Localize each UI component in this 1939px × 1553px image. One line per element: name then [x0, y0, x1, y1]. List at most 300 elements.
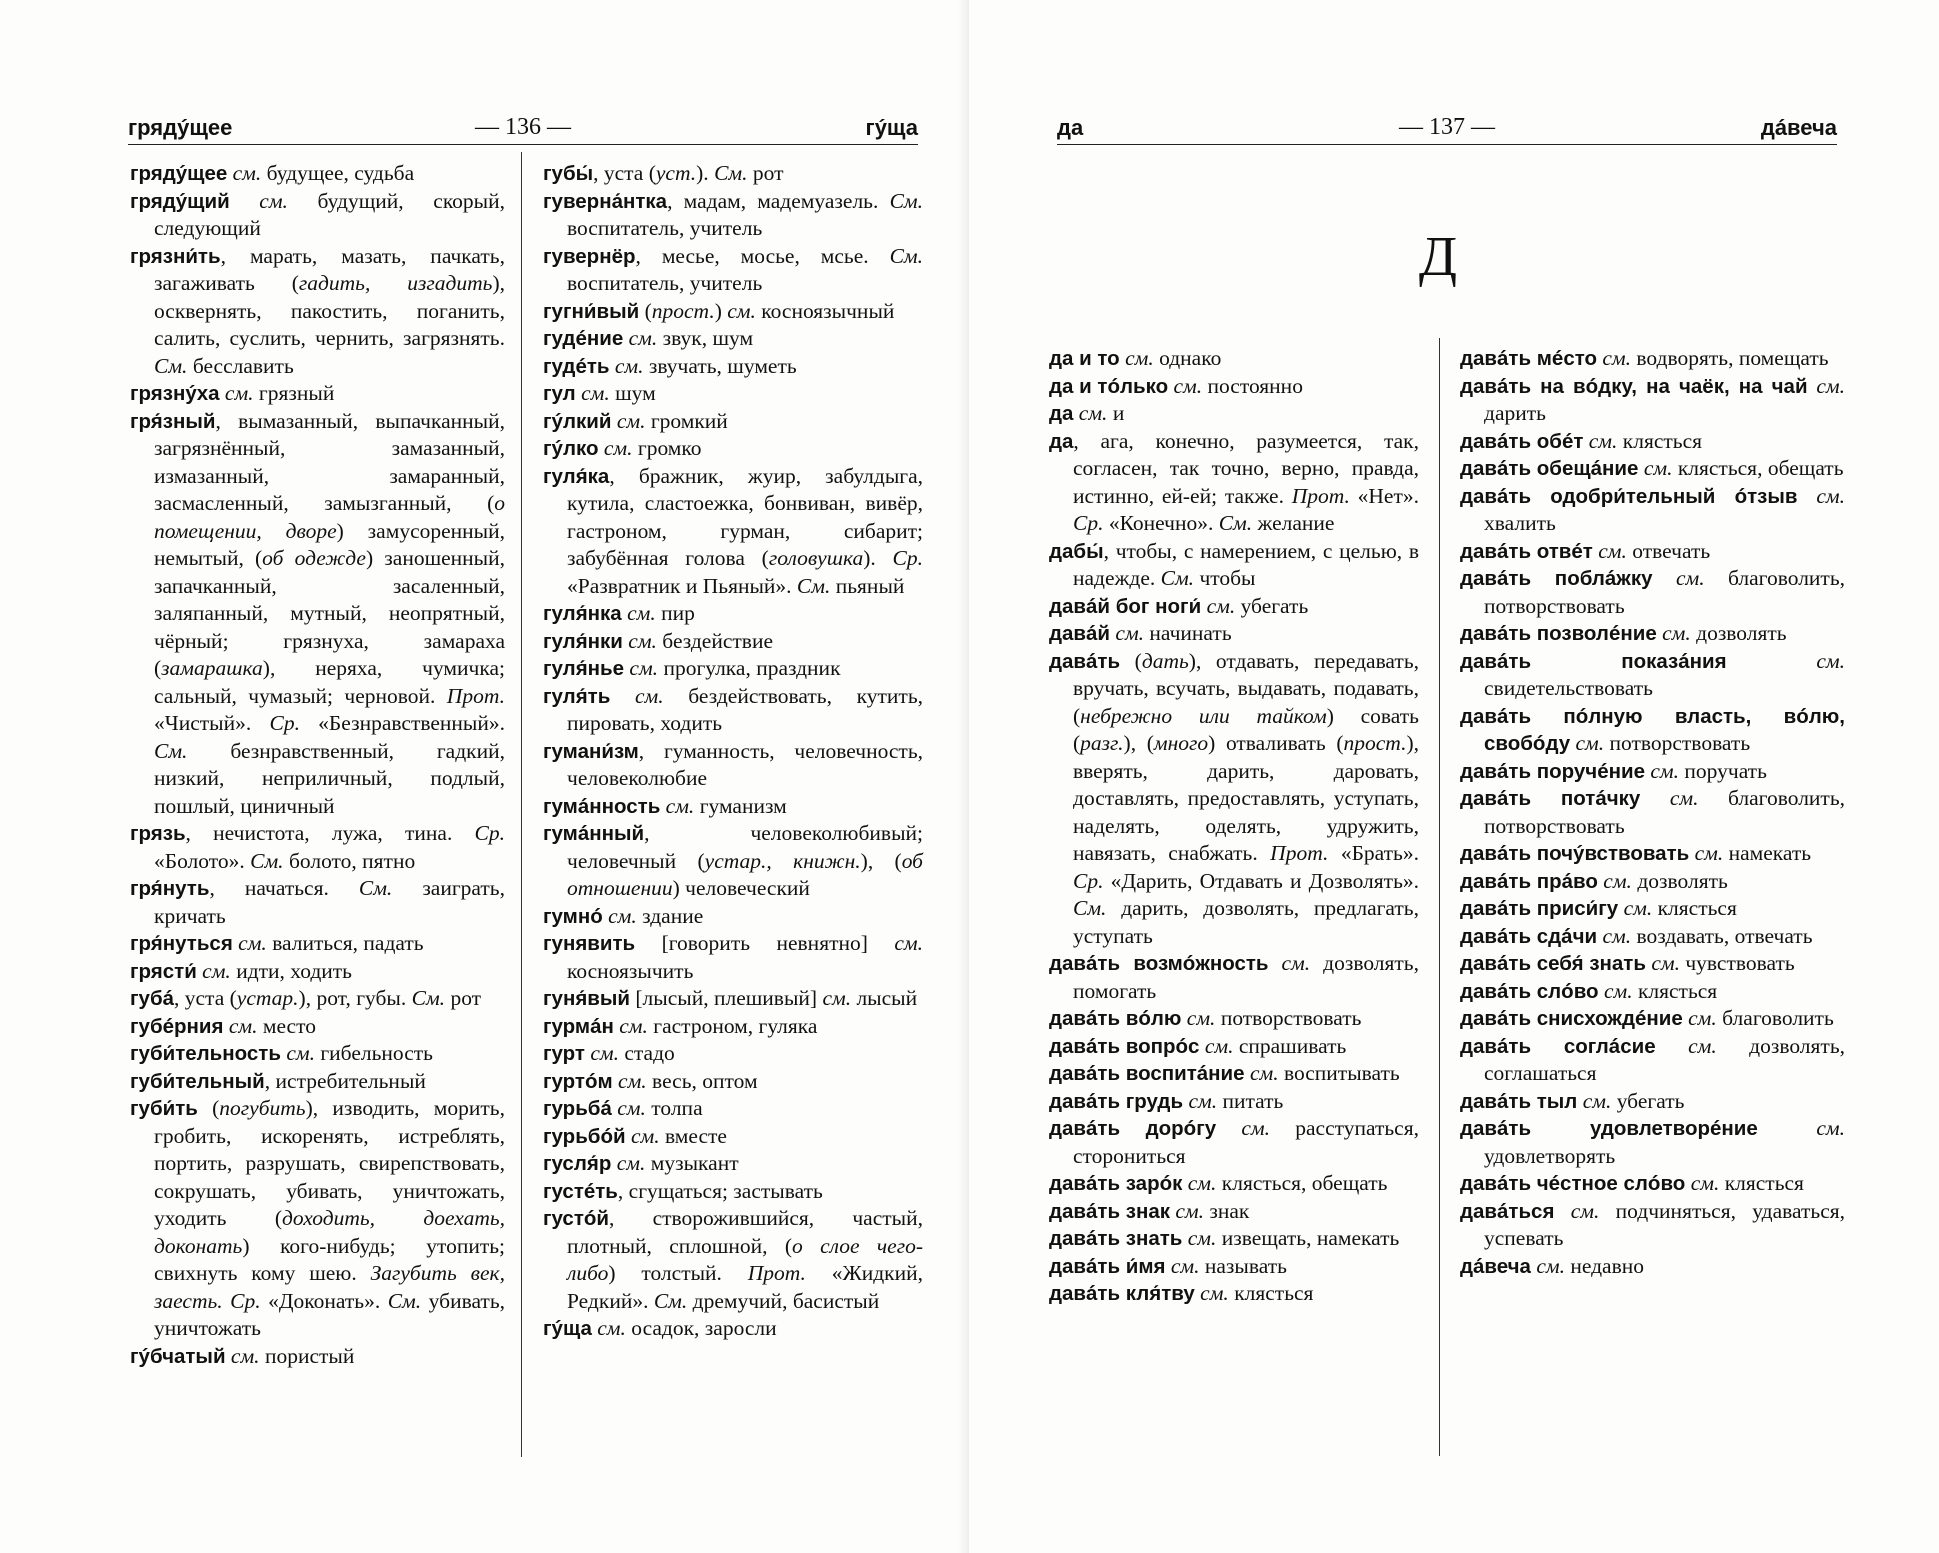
dictionary-entry: [543, 408, 923, 436]
entry-label: см.: [202, 958, 231, 983]
entry-text: знак: [1204, 1198, 1250, 1223]
entry-text: удовлетворять: [1484, 1143, 1616, 1168]
entry-label: см.: [1603, 978, 1633, 1003]
entry-headword: давáть прáво: [1460, 869, 1598, 893]
entry-label: См.: [714, 161, 748, 185]
entry-label: см.: [665, 793, 695, 818]
entry-text: , мадам, мадемуазель.: [667, 188, 890, 213]
entry-text: дарить: [1484, 401, 1546, 425]
entry-label: см.: [628, 628, 657, 653]
entry-headword: гудéть: [543, 354, 610, 378]
entry-headword: давáть дорóгу: [1049, 1117, 1217, 1140]
dictionary-entry: [1049, 345, 1419, 373]
entry-label: Ср.: [474, 821, 505, 845]
left-header-last-word: гýща: [865, 115, 918, 140]
entry-headword: давáть показáния: [1460, 649, 1727, 673]
entry-label: Прот.: [1270, 841, 1329, 865]
dictionary-entry: [543, 1040, 923, 1068]
entry-text: дозволять: [1690, 621, 1787, 645]
entry-headword: давáть снисхождéние: [1460, 1007, 1683, 1030]
entry-label: см.: [616, 408, 646, 433]
entry-label: См.: [1073, 896, 1107, 920]
entry-label: Ср.: [269, 711, 300, 735]
entry-headword: давáть поручéние: [1460, 759, 1646, 783]
entry-text: ) толстый.: [608, 1261, 748, 1285]
dictionary-entry: [1460, 1253, 1845, 1281]
entry-label: см.: [1575, 731, 1605, 755]
entry-label: см.: [232, 161, 262, 185]
entry-label: См.: [796, 573, 831, 598]
entry-text: клясться, обещать: [1672, 456, 1844, 480]
right-header-rule: [1057, 144, 1837, 145]
dictionary-entry: [1460, 1170, 1845, 1198]
entry-headword: гурьбóй: [543, 1124, 626, 1148]
entry-text: толпа: [645, 1096, 703, 1120]
dictionary-entry: [1460, 978, 1845, 1006]
entry-text: питать: [1217, 1088, 1284, 1113]
entry-text: воспитатель, учитель: [567, 216, 763, 240]
entry-headword: давáть слóво: [1460, 979, 1599, 1003]
entry-headword: дáвеча: [1460, 1254, 1531, 1278]
entry-label: о помещении, дворе: [154, 491, 505, 543]
entry-text: гибельность: [314, 1041, 433, 1065]
entry-headword: гря́нуть: [130, 877, 210, 900]
entry-text: , уста (: [593, 161, 656, 185]
dictionary-entry: [130, 1013, 505, 1041]
entry-headword: давáть приси́гу: [1460, 897, 1619, 920]
entry-headword: гуля́нки: [543, 629, 623, 653]
entry-label: см.: [727, 298, 756, 323]
dictionary-entry: [543, 985, 923, 1013]
dictionary-entry: [1049, 1170, 1419, 1198]
entry-text: дремучий, басистый: [687, 1288, 880, 1313]
entry-label: См.: [250, 848, 284, 873]
right-header-first-word: да: [1057, 115, 1084, 140]
entry-headword: губи́тельность: [130, 1042, 281, 1065]
entry-label: см.: [1816, 648, 1845, 673]
entry-text: , нечистота, лужа, тина.: [185, 821, 475, 845]
entry-headword: гýща: [543, 1317, 592, 1340]
dictionary-entry: [543, 1013, 923, 1041]
entry-headword: давáть тыл: [1460, 1089, 1578, 1113]
entry-text: дозволять: [1631, 868, 1728, 893]
entry-text: , вымазанный, выпачканный, загрязнённый, замазанный, измазанный, замаранный, засмасленный, замызганный, (: [154, 408, 505, 515]
entry-label: см.: [616, 1151, 646, 1175]
entry-label: головушка: [768, 546, 864, 570]
entry-headword: гýлкий: [543, 409, 612, 433]
entry-label: Прот.: [1291, 483, 1350, 508]
entry-text: «Болото».: [154, 848, 251, 873]
entry-label: см.: [590, 1041, 619, 1065]
entry-text: бездействие: [656, 628, 773, 653]
entry-text: клясться: [1228, 1281, 1314, 1305]
entry-label: См.: [1160, 566, 1195, 590]
entry-text: громкий: [645, 408, 728, 433]
entry-label: см.: [1187, 1226, 1217, 1250]
dictionary-entry: [1049, 1088, 1419, 1116]
entry-text: будущее, судьба: [261, 161, 415, 185]
dictionary-entry: [1049, 1280, 1419, 1308]
entry-text: весь, оптом: [646, 1068, 758, 1093]
entry-label: см.: [1651, 951, 1680, 975]
entry-text: звук, шум: [657, 326, 754, 350]
entry-label: см.: [1603, 868, 1632, 893]
entry-text: «Безнравственный».: [299, 711, 505, 735]
entry-headword: да: [1049, 429, 1074, 453]
entry-text: дарить, дозволять, предлагать, уступать: [1073, 896, 1419, 948]
entry-headword: давáть отвéт: [1460, 539, 1593, 563]
entry-headword: гувернёр: [543, 244, 636, 268]
entry-label: см.: [1186, 1006, 1216, 1030]
left-running-header: [128, 105, 918, 141]
entry-headword: гуля́ть: [543, 684, 611, 708]
entry-label: см.: [286, 1041, 315, 1065]
entry-headword: густéть: [543, 1179, 618, 1203]
entry-label: см.: [1187, 1171, 1217, 1195]
entry-text: и: [1107, 401, 1125, 425]
entry-label: см.: [1688, 1033, 1717, 1058]
entry-text: свидетельствовать: [1484, 676, 1653, 700]
entry-headword: давáть обéт: [1460, 429, 1584, 453]
entry-text: ).: [863, 546, 893, 570]
entry-label: об одежде: [262, 546, 366, 570]
entry-headword: гря́нуться: [130, 932, 233, 955]
entry-headword: давáться: [1460, 1199, 1555, 1223]
entry-text: [1269, 951, 1282, 975]
entry-headword: гýбчатый: [130, 1344, 226, 1368]
entry-text: подчиняться, удаваться, успевать: [1484, 1198, 1845, 1250]
entry-label: см.: [628, 326, 658, 350]
entry-label: см.: [259, 188, 288, 213]
entry-headword: гуля́нка: [543, 602, 622, 625]
entry-text: заиграть, кричать: [154, 876, 505, 928]
entry-label: См.: [411, 986, 446, 1010]
entry-label: см.: [617, 1096, 646, 1120]
left-header-first-word: грядýщее: [128, 115, 233, 140]
dictionary-column-3: [1049, 345, 1419, 1308]
entry-headword: давáть чéстное слóво: [1460, 1172, 1686, 1195]
entry-text: музыкант: [645, 1151, 739, 1175]
entry-headword: давáть мéсто: [1460, 347, 1598, 370]
entry-text: [1554, 1199, 1570, 1223]
entry-label: см.: [228, 1013, 258, 1038]
dictionary-entry: [130, 1095, 505, 1343]
entry-label: см.: [1188, 1088, 1218, 1113]
dictionary-entry: [130, 408, 505, 821]
entry-label: см.: [1623, 896, 1653, 920]
entry-label: о слое чего-либо: [567, 1233, 923, 1285]
entry-label: См.: [358, 876, 393, 900]
dictionary-entry: [130, 1040, 505, 1068]
entry-text: , гуманность, человечность, человеколюбие: [567, 738, 923, 790]
entry-text: начинать: [1144, 621, 1232, 645]
dictionary-entry: [543, 353, 923, 381]
entry-text: клясться: [1617, 428, 1703, 453]
entry-text: пьяный: [830, 573, 905, 598]
dictionary-entry: [1460, 785, 1845, 840]
entry-text: воздавать, отвечать: [1631, 923, 1813, 948]
entry-label: Загубить век, заесть. Ср.: [154, 1261, 505, 1313]
entry-headword: да и то: [1049, 347, 1120, 370]
dictionary-entry: [1460, 565, 1845, 620]
dictionary-entry: [543, 1150, 923, 1178]
entry-label: см.: [1816, 483, 1845, 508]
entry-label: см.: [614, 353, 644, 378]
entry-text: [1653, 566, 1676, 590]
dictionary-entry: [543, 1123, 923, 1151]
entry-text: рот: [747, 161, 784, 185]
entry-text: ) заношенный, запачканный, засаленный, заляпанный, мутный, неопрятный, чёрный; грязнуха, замараха (: [154, 546, 506, 680]
dictionary-entry: [543, 683, 923, 738]
entry-headword: грядýщее: [130, 162, 228, 185]
dictionary-entry: [543, 1095, 923, 1123]
entry-label: см.: [618, 1068, 647, 1093]
entry-text: называть: [1199, 1253, 1287, 1278]
entry-text: [610, 684, 635, 708]
entry-label: Прот.: [446, 683, 505, 708]
entry-text: благоволить: [1716, 1006, 1834, 1030]
entry-text: [230, 189, 260, 213]
entry-label: см.: [1816, 373, 1846, 398]
entry-headword: давáть удовлетворéние: [1460, 1117, 1758, 1140]
entry-headword: гуртóм: [543, 1069, 613, 1093]
entry-label: см.: [619, 1013, 648, 1038]
entry-label: доходить, доехать, доконать: [154, 1206, 505, 1258]
dictionary-column-2: [543, 160, 923, 1343]
entry-text: шум: [609, 381, 656, 405]
entry-text: , створожившийся, частый, плотный, сплошной, (: [567, 1206, 923, 1258]
entry-label: См.: [1218, 511, 1253, 535]
left-header-rule: [128, 144, 918, 145]
entry-label: см.: [1570, 1198, 1600, 1223]
entry-label: см.: [634, 683, 664, 708]
entry-headword: гуля́нье: [543, 657, 625, 680]
left-column-divider: [521, 152, 522, 1457]
right-page-number: — 137 —: [1399, 114, 1495, 140]
dictionary-entry: [1049, 1253, 1419, 1281]
entry-headword: давáть себя́ знать: [1460, 952, 1646, 975]
entry-text: клясться: [1632, 978, 1718, 1003]
entry-label: см.: [627, 601, 656, 625]
entry-label: небрежно или тайком: [1080, 703, 1327, 728]
dictionary-entry: [1049, 1115, 1419, 1170]
entry-text: водворять, помещать: [1631, 346, 1829, 370]
entry-text: , ага, конечно, разумеется, так, согласен, так точно, верно, правда, истинно, ей-ей; также.: [1073, 428, 1419, 508]
dictionary-column-1: [130, 160, 505, 1370]
entry-label: см.: [630, 1123, 660, 1148]
entry-text: , уста (: [174, 986, 237, 1010]
entry-label: см.: [597, 1316, 626, 1340]
entry-text: «Развратник и Пьяный».: [567, 573, 797, 598]
dictionary-entry: [1460, 1005, 1845, 1033]
entry-label: см.: [238, 931, 267, 955]
entry-headword: давáть пóлную власть, вóлю, свобóду: [1460, 704, 1845, 755]
entry-text: гуманизм: [694, 793, 787, 818]
dictionary-entry: [1460, 483, 1845, 538]
dictionary-entry: [130, 820, 505, 875]
entry-text: стадо: [618, 1041, 675, 1065]
entry-label: см.: [1241, 1116, 1271, 1140]
entry-text: валиться, падать: [266, 931, 424, 955]
entry-text: (: [1120, 648, 1142, 673]
entry-text: [1758, 1116, 1817, 1140]
entry-text: расступаться, сторониться: [1073, 1116, 1419, 1168]
entry-label: много: [1153, 731, 1209, 755]
dictionary-entry: [1460, 950, 1845, 978]
entry-headword: давáть воспитáние: [1049, 1062, 1245, 1085]
entry-label: прост.: [1343, 731, 1407, 755]
entry-text: потворствовать: [1604, 731, 1751, 755]
entry-label: уст.: [655, 161, 697, 185]
dictionary-entry: [1049, 648, 1419, 951]
entry-headword: гусля́р: [543, 1152, 612, 1175]
entry-text: ) замусоренный, немытый, (: [154, 518, 505, 570]
entry-text: воспитатель, учитель: [567, 271, 763, 295]
entry-text: [лысый, плешивый]: [630, 986, 823, 1010]
entry-text: звучать, шуметь: [643, 353, 797, 378]
entry-text: воспитывать: [1278, 1061, 1400, 1085]
dictionary-entry: [543, 1068, 923, 1096]
entry-text: гастроном, гуляка: [647, 1013, 818, 1038]
dictionary-entry: [1460, 840, 1845, 868]
entry-headword: грядýщий: [130, 189, 230, 213]
entry-text: здание: [636, 903, 704, 928]
dictionary-entry: [1460, 1115, 1845, 1170]
dictionary-column-4: [1460, 345, 1845, 1280]
entry-headword: да: [1049, 402, 1074, 425]
entry-label: См.: [387, 1288, 422, 1313]
entry-label: замарашка: [161, 656, 263, 680]
dictionary-entry: [1049, 620, 1419, 648]
dictionary-entry: [1460, 895, 1845, 923]
dictionary-entry: [1460, 758, 1845, 786]
entry-headword: давáть сдáчи: [1460, 924, 1598, 948]
dictionary-entry: [543, 655, 923, 683]
entry-label: См.: [154, 738, 188, 763]
dictionary-entry: [130, 875, 505, 930]
entry-headword: давáть грудь: [1049, 1089, 1184, 1113]
entry-text: грязный: [253, 381, 335, 405]
entry-headword: гуля́ка: [543, 464, 610, 488]
entry-text: , чтобы, с намерением, с целью, в надежде.: [1073, 538, 1419, 590]
entry-text: будущий, скорый, следующий: [154, 188, 505, 240]
entry-text: идти, ходить: [230, 958, 352, 983]
dictionary-entry: [1460, 455, 1845, 483]
dictionary-entry: [1460, 620, 1845, 648]
entry-text: , бражник, жуир, забулдыга, кутила, сластоежка, бонвиван, вивёр, гастроном, гурман, сибарит; забубённая голова (: [567, 463, 923, 570]
dictionary-entry: [1460, 1198, 1845, 1253]
entry-text: чувствовать: [1679, 951, 1795, 975]
entry-text: «Чистый».: [154, 711, 270, 735]
dictionary-entry: [130, 1343, 505, 1371]
entry-headword: давáть вопрóс: [1049, 1034, 1200, 1058]
entry-text: косноязычный: [755, 298, 895, 323]
entry-text: благоволить, потворствовать: [1484, 786, 1846, 838]
entry-label: см.: [608, 903, 637, 928]
entry-text: лысый: [851, 986, 918, 1010]
dictionary-entry: [543, 1178, 923, 1206]
entry-text: отвечать: [1626, 538, 1711, 563]
entry-text: громко: [632, 436, 702, 460]
entry-label: см.: [1173, 373, 1203, 398]
entry-label: см.: [230, 1343, 260, 1368]
entry-headword: грясти́: [130, 959, 197, 983]
entry-headword: дабы́: [1049, 539, 1104, 563]
entry-headword: давáть и́мя: [1049, 1254, 1166, 1278]
entry-headword: давáть зарóк: [1049, 1172, 1183, 1195]
entry-label: см.: [1690, 1171, 1720, 1195]
entry-text: клясться: [1652, 896, 1737, 920]
entry-label: см.: [1650, 758, 1680, 783]
entry-headword: давáй: [1049, 622, 1111, 645]
entry-text: , истребительный: [264, 1068, 426, 1093]
entry-text: ).: [696, 161, 715, 185]
entry-label: см.: [1669, 786, 1699, 810]
entry-headword: давáть: [1049, 649, 1121, 673]
entry-headword: грязь: [130, 822, 186, 845]
entry-text: «Конечно».: [1103, 511, 1219, 535]
entry-text: , сгущаться; застывать: [617, 1178, 823, 1203]
entry-text: место: [257, 1013, 316, 1038]
dictionary-entry: [1460, 923, 1845, 951]
entry-label: См.: [889, 188, 923, 213]
entry-text: пир: [655, 601, 695, 625]
entry-label: см.: [1170, 1253, 1200, 1278]
entry-text: спрашивать: [1233, 1033, 1347, 1058]
entry-text: ) кого-нибудь; утопить; свихнуть кому шею.: [154, 1233, 505, 1285]
entry-headword: гунявить: [543, 932, 636, 955]
entry-headword: давáть обещáние: [1460, 457, 1639, 480]
entry-text: ), рот, губы.: [298, 986, 412, 1010]
entry-label: прост.: [651, 298, 715, 323]
entry-headword: губы́: [543, 162, 594, 185]
entry-text: [говорить невнятно]: [635, 931, 895, 955]
dictionary-entry: [543, 160, 923, 188]
entry-text: , месье, мосье, мсье.: [635, 243, 890, 268]
entry-text: ) отваливать (: [1208, 731, 1344, 755]
entry-headword: грязнýха: [130, 382, 220, 405]
dictionary-entry: [543, 903, 923, 931]
entry-text: благоволить, потворствовать: [1484, 566, 1846, 618]
dictionary-entry: [1460, 868, 1845, 896]
entry-label: см.: [1249, 1061, 1279, 1085]
entry-text: , человеколюбивый; человечный (: [567, 821, 923, 873]
entry-text: (: [639, 298, 652, 323]
entry-text: ), отдавать, передавать, вручать, всучать, выдавать, подавать, (: [1073, 648, 1419, 728]
dictionary-entry: [1460, 373, 1845, 428]
entry-text: поручать: [1679, 758, 1767, 783]
dictionary-entry: [130, 160, 505, 188]
entry-text: намекать: [1723, 841, 1812, 865]
entry-headword: густóй: [543, 1207, 609, 1230]
entry-label: см.: [224, 381, 254, 405]
dictionary-entry: [1049, 1225, 1419, 1253]
entry-label: см.: [1602, 346, 1632, 370]
entry-headword: губéрния: [130, 1014, 224, 1038]
entry-headword: давáть знак: [1049, 1199, 1170, 1223]
dictionary-entry: [1460, 538, 1845, 566]
entry-headword: давáть поблáжку: [1460, 567, 1653, 590]
right-running-header: [1057, 105, 1837, 141]
entry-label: см.: [1643, 456, 1673, 480]
entry-label: погубить: [219, 1096, 306, 1120]
entry-text: (: [197, 1096, 220, 1120]
dictionary-entry: [130, 1068, 505, 1096]
right-header-last-word: дáвеча: [1760, 115, 1837, 140]
entry-headword: давáть на вóдку, на чаёк, на чай: [1460, 374, 1808, 398]
dictionary-entry: [543, 738, 923, 793]
dictionary-entry: [1460, 648, 1845, 703]
